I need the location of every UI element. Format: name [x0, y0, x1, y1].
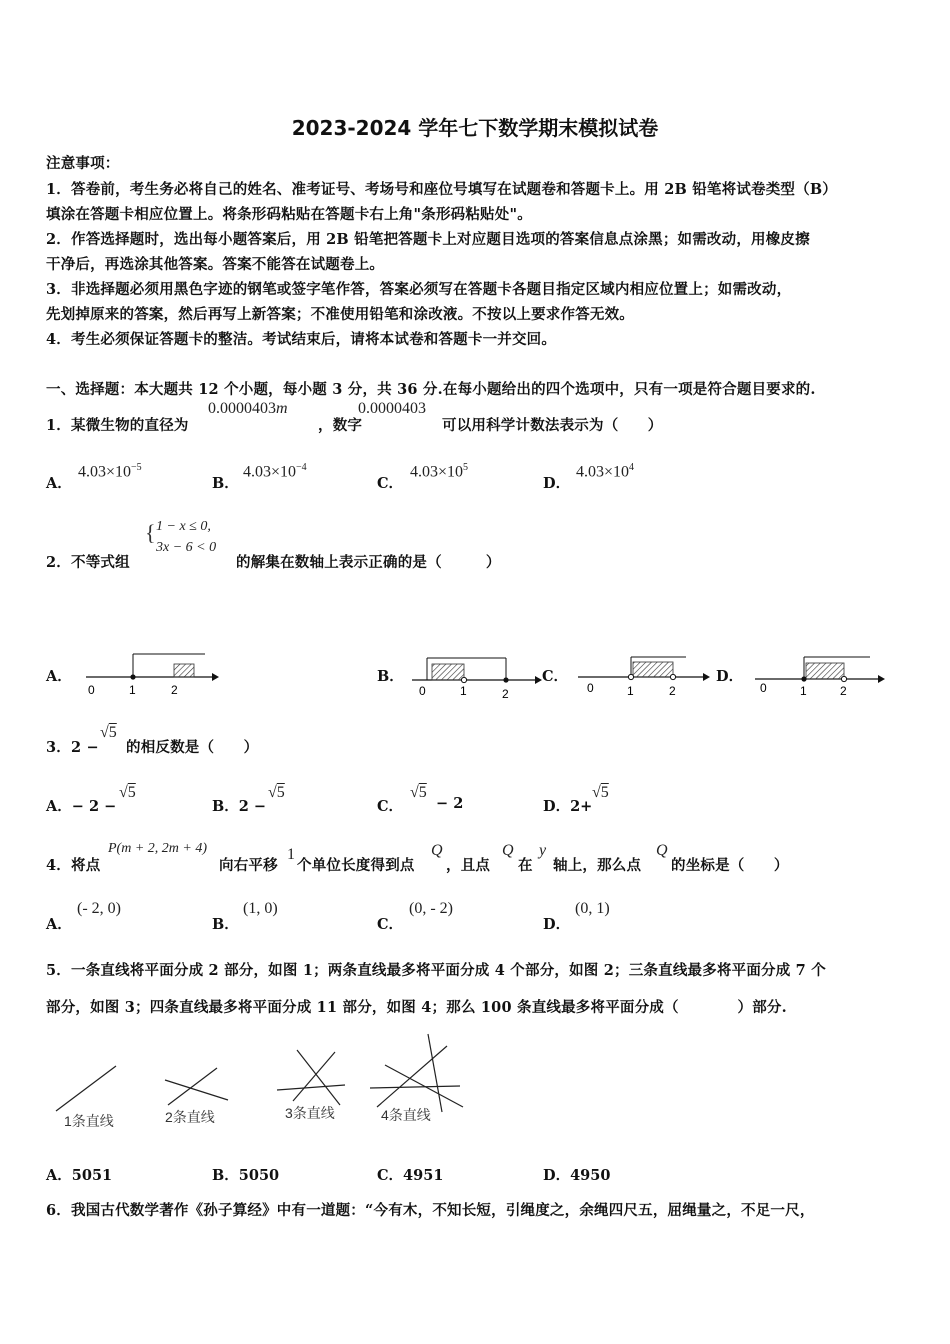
- q1-text-b: ，数字: [318, 417, 363, 434]
- q2-option-d-numberline: [755, 657, 885, 698]
- q4-option-d-value: (0, 1): [575, 900, 610, 917]
- q5-option-d[interactable]: D．4950: [543, 1167, 611, 1184]
- q4-option-c-value: (0, - 2): [409, 900, 453, 917]
- q1-value-2: 0.0000403: [358, 400, 426, 417]
- q5-line-1: 5．一条直线将平面分成 2 部分，如图 1；两条直线最多将平面分成 4 个部分，如图 2；三条直线最多将平面分成 7 个: [46, 962, 826, 979]
- q1-option-c-label[interactable]: C．: [377, 475, 404, 492]
- notes-line: 2．作答选择题时，选出每小题答案后，用 2B 铅笔把答题卡上对应题目选项的答案信息点涂黑；如需改动，用橡皮擦: [46, 231, 810, 248]
- q1-option-b-label[interactable]: B．: [212, 475, 239, 492]
- q4-text-a: 4．将点: [46, 857, 101, 874]
- q5-option-b[interactable]: B．5050: [212, 1167, 280, 1184]
- fig-label: 2条直线: [165, 1109, 215, 1125]
- notes-line: 4．考生必须保证答题卡的整洁。考试结束后，请将本试卷和答题卡一并交回。: [46, 331, 557, 348]
- q4-option-b-label[interactable]: B．: [212, 916, 239, 933]
- q4-option-d-label[interactable]: D．: [543, 916, 571, 933]
- q4-text-d: ，且点: [446, 857, 491, 874]
- q2-number-lines: [0, 640, 950, 710]
- sqrt-icon: √5: [119, 784, 136, 801]
- tick-label: 1: [129, 683, 136, 697]
- q6-text: 6．我国古代数学著作《孙子算经》中有一道题：“今有木，不知长短，引绳度之，余绳四尺五，屈绳量之，不足一尺，: [46, 1202, 815, 1219]
- tick-label: 0: [760, 681, 767, 695]
- q3-option-d[interactable]: D．2+: [543, 798, 593, 815]
- q2-option-a-label[interactable]: A．: [46, 668, 72, 685]
- fig-label: 1条直线: [64, 1113, 114, 1129]
- q4-option-a-label[interactable]: A．: [46, 916, 72, 933]
- q2-option-c-label[interactable]: C．: [542, 668, 569, 685]
- q4-option-c-label[interactable]: C．: [377, 916, 404, 933]
- q1-option-a-value: $4.03\times 10^{-5}$: [78, 462, 142, 481]
- q3-option-c-label[interactable]: C．: [377, 798, 404, 815]
- section-heading: 一、选择题：本大题共 12 个小题，每小题 3 分，共 36 分.在每小题给出的四个选项中，只有一项是符合题目要求的.: [46, 381, 816, 398]
- q5-option-a[interactable]: A．5051: [46, 1167, 113, 1184]
- sqrt-icon: √5: [410, 784, 427, 801]
- fig-label: 3条直线: [285, 1105, 335, 1121]
- fig-label: 4条直线: [381, 1107, 431, 1123]
- tick-label: 2: [840, 684, 847, 698]
- q5-line-figures: [0, 1030, 950, 1130]
- q2-option-d-label[interactable]: D．: [716, 668, 744, 685]
- q4-point-q: Q: [431, 842, 443, 859]
- q3-option-b[interactable]: B．2 −: [212, 798, 267, 815]
- q1-text-a: 1．某微生物的直径为: [46, 417, 189, 434]
- q2-inequality-1: 1 − x ≤ 0,: [156, 519, 211, 534]
- notes-line: 3．非选择题必须用黑色字迹的钢笔或签字笔作答，答案必须写在答题卡各题目指定区域内相应位置上；如需改动，: [46, 281, 792, 298]
- sqrt-icon: √5: [100, 724, 117, 741]
- q1-option-d-value: $4.03\times 10^4$: [576, 462, 635, 481]
- q2-text-a: 2．不等式组: [46, 554, 130, 571]
- q4-point-p: P(m + 2, 2m + 4): [108, 841, 207, 856]
- q3-text-a: 3．2 −: [46, 739, 99, 756]
- q4-text-f: 轴上，那么点: [553, 857, 642, 874]
- notes-line: 填涂在答题卡相应位置上。将条形码粘贴在答题卡右上角"条形码粘贴处"。: [46, 206, 532, 223]
- q1-option-a-label[interactable]: A．: [46, 475, 72, 492]
- notes-line: 先划掉原来的答案，然后再写上新答案；不准使用铅笔和涂改液。不按以上要求作答无效。: [46, 306, 634, 323]
- q2-brace: {: [145, 520, 156, 545]
- q1-option-d-label[interactable]: D．: [543, 475, 571, 492]
- q4-text-b: 向右平移: [219, 857, 278, 874]
- q1-value-1: 0.0000403m: [208, 400, 288, 417]
- q2-option-b-label[interactable]: B．: [377, 668, 404, 685]
- tick-label: 0: [88, 683, 95, 697]
- q2-text-b: 的解集在数轴上表示正确的是（ ）: [236, 554, 501, 571]
- q3-text-b: 的相反数是（ ）: [126, 739, 259, 756]
- q5-option-c[interactable]: C．4951: [377, 1167, 444, 1184]
- notes-line: 1．答卷前，考生务必将自己的姓名、准考证号、考场号和座位号填写在试题卷和答题卡上。用 2B 铅笔将试卷类型（B）: [46, 181, 837, 198]
- q4-text-g: 的坐标是（ ）: [671, 857, 789, 874]
- tick-label: 1: [460, 684, 467, 698]
- sqrt-icon: √5: [268, 784, 285, 801]
- q4-option-a-value: (- 2, 0): [77, 900, 121, 917]
- q4-point-q: Q: [502, 842, 514, 859]
- q4-text-c: 个单位长度得到点: [297, 857, 415, 874]
- q5-line-2: 部分，如图 3；四条直线最多将平面分成 11 部分，如图 4；那么 100 条直线最多将平面分成（ ）部分.: [46, 999, 787, 1016]
- notes-heading: 注意事项：: [46, 155, 120, 172]
- tick-label: 2: [171, 683, 178, 697]
- q4-point-q: Q: [656, 842, 668, 859]
- q3-option-c-tail: − 2: [436, 795, 464, 812]
- q1-text-c: 可以用科学计数法表示为（ ）: [442, 417, 663, 434]
- q4-option-b-value: (1, 0): [243, 900, 278, 917]
- tick-label: 1: [800, 684, 807, 698]
- q4-text-e: 在: [518, 857, 533, 874]
- tick-label: 2: [502, 687, 509, 701]
- q4-shift-amount: 1: [287, 846, 295, 863]
- tick-label: 2: [669, 684, 676, 698]
- q1-option-c-value: $4.03\times 10^5$: [410, 462, 469, 481]
- page-title: 2023-2024 学年七下数学期末模拟试卷: [291, 116, 659, 140]
- q3-option-a[interactable]: A．− 2 −: [46, 798, 117, 815]
- q4-axis-y: y: [539, 842, 547, 859]
- tick-label: 0: [587, 681, 594, 695]
- sqrt-icon: √5: [592, 784, 609, 801]
- q1-option-b-value: $4.03\times 10^{-4}$: [243, 462, 307, 481]
- tick-label: 1: [627, 684, 634, 698]
- tick-label: 0: [419, 684, 426, 698]
- q2-inequality-2: 3x − 6 < 0: [156, 540, 217, 555]
- q2-option-c-numberline: [578, 657, 710, 698]
- q2-option-a-numberline: [86, 654, 219, 697]
- q2-option-b-numberline: [412, 658, 542, 701]
- notes-line: 干净后，再选涂其他答案。答案不能答在试题卷上。: [46, 256, 385, 273]
